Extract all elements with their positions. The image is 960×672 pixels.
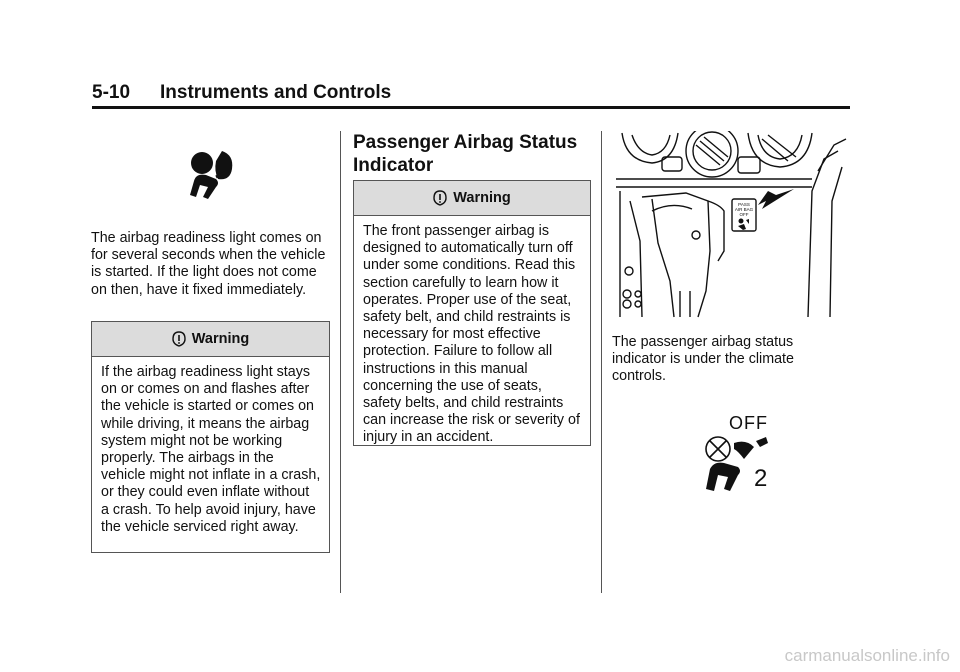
warning-box xyxy=(353,180,591,446)
page-number: 5-10 xyxy=(92,82,131,103)
off-label: OFF xyxy=(729,413,768,433)
column-divider xyxy=(601,131,602,593)
watermark: carmanualsonline.info xyxy=(784,646,950,665)
warning-text: The front passenger airbag is designed to automatically turn off under some conditions. Read this section carefully to learn how it operates. Proper use of the seat, safety belt, and child restraints is necessary for most effective protection. Failure to follow all instructions in this manual concerning the use of seats, safety belts, and child restraints can increase the risk or severity of injury in an accident. xyxy=(363,223,580,446)
passenger-airbag-off-icon xyxy=(696,413,780,494)
warning-title: Warning xyxy=(453,190,511,206)
warning-title: Warning xyxy=(191,331,250,347)
column-divider xyxy=(340,131,341,593)
climate-controls-airbag-switch-illustration xyxy=(612,131,849,321)
airbag-readiness-icon xyxy=(186,149,246,209)
warning-box xyxy=(91,321,330,553)
svg-text:AIR BAG: AIR BAG xyxy=(734,207,754,212)
warning-text: If the airbag readiness light stays on or comes on and flashes after the vehicle is started or comes on while driving, it means the airbag system might not be working properly. The airbags in the vehicle might not inflate in a crash, or they could even inflate without a crash. To help avoid injury, have the vehicle serviced right away. xyxy=(101,364,321,535)
switch-panel-label: PASS xyxy=(738,202,750,207)
section-title: Instruments and Controls xyxy=(160,82,392,103)
svg-text:OFF: OFF xyxy=(739,212,749,217)
airbag-status-paragraph: The passenger airbag status indicator is under the climate controls. xyxy=(612,334,794,385)
passenger-number: 2 xyxy=(754,465,768,492)
section-heading: Passenger Airbag Status Indicator xyxy=(353,132,578,176)
warning-icon xyxy=(433,190,447,206)
warning-header xyxy=(354,181,590,216)
airbag-readiness-paragraph: The airbag readiness light comes on for several seconds when the vehicle is started. If the light does not come on then, have it fixed immediately. xyxy=(91,230,326,298)
page-header xyxy=(92,80,850,109)
airbag-person-icon xyxy=(696,419,780,494)
warning-header xyxy=(92,322,329,357)
warning-icon xyxy=(172,331,186,347)
